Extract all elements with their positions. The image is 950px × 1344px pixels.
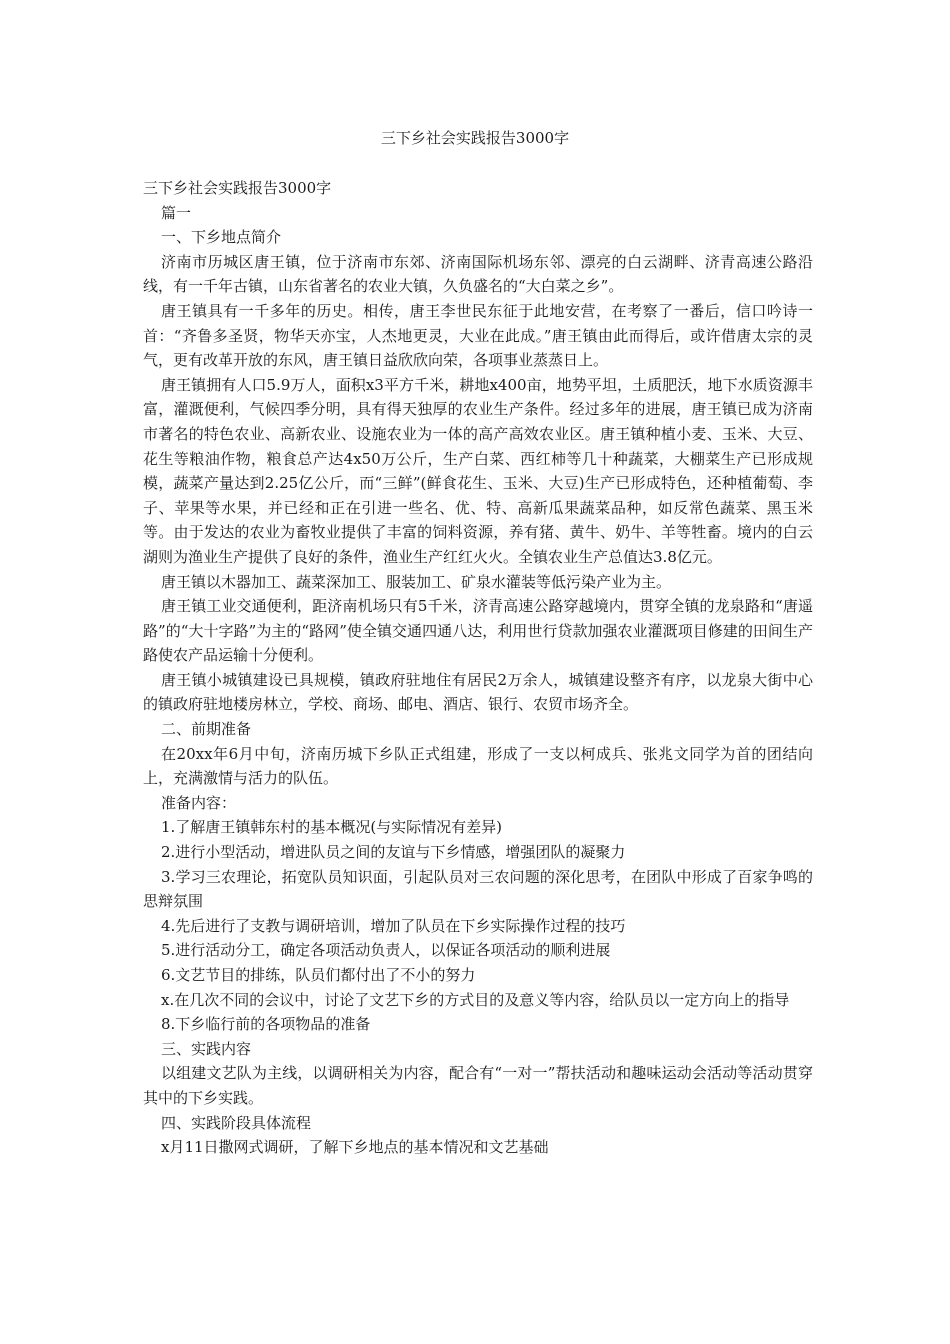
heading-practice-content: 三、实践内容 <box>161 1039 252 1058</box>
paragraph: 济南市历城区唐王镇，位于济南市东郊、济南国际机场东邻、漂亮的白云湖畔、济青高速公路沿线，有一千年古镇，山东省著名的农业大镇，久负盛名的“大白菜之乡”。 <box>143 252 813 296</box>
paragraph: 唐王镇拥有人口5.9万人，面积x3平方千米，耕地x400亩，地势平坦，土质肥沃，地下水质资源丰富，灌溉便利，气候四季分明，具有得天独厚的农业生产条件。经过多年的进展，唐王镇已成为济南市著名的特色农业、高新农业、设施农业为一体的高产高效农业区。唐王镇种植小麦、玉米、大豆、花生等粮油作物，粮食总产达4x50万公斤，生产白菜、西红柿等几十种蔬菜，大棚菜生产已形成规模，蔬菜产量达到2.25亿公斤，而“三鲜”(鲜食花生、玉米、大豆)生产已形成特色，还种植葡萄、李子、苹果等水果，并已经和正在引进一些名、优、特、高新瓜果蔬菜品种，如反常色蔬菜、黑玉米等。由于发达的农业为畜牧业提供了丰富的饲料资源，养有猪、黄牛、奶牛、羊等牲畜。境内的白云湖则为渔业生产提供了良好的条件，渔业生产红红火火。全镇农业生产总值达3.8亿元。 <box>143 375 813 566</box>
list-item: 5.进行活动分工，确定各项活动负责人，以保证各项活动的顺利进展 <box>161 941 611 960</box>
list-item: 4.先后进行了支教与调研培训，增加了队员在下乡实际操作过程的技巧 <box>161 916 626 935</box>
document-body <box>143 176 813 1160</box>
heading-location-intro: 一、下乡地点简介 <box>161 228 282 247</box>
paragraph: 唐王镇小城镇建设已具规模，镇政府驻地住有居民2万余人，城镇建设整齐有序，以龙泉大街中心的镇政府驻地楼房林立，学校、商场、邮电、酒店、银行、农贸市场齐全。 <box>143 670 813 714</box>
heading-practice-process: 四、实践阶段具体流程 <box>161 1113 312 1132</box>
list-item: 6.文艺节目的排练，队员们都付出了不小的努力 <box>161 966 476 984</box>
list-heading: 准备内容： <box>161 793 237 812</box>
section-label: 篇一 <box>161 203 192 222</box>
paragraph: 唐王镇具有一千多年的历史。相传，唐王李世民东征于此地安营，在考察了一番后，信口吟诗一首：“齐鲁多圣贤，物华天亦宝，人杰地更灵，大业在此成。”唐王镇由此而得后，或许借唐太宗的灵气，更有改革开放的东风，唐王镇日益欣欣向荣，各项事业蒸蒸日上。 <box>143 301 813 370</box>
paragraph: 唐王镇工业交通便利，距济南机场只有5千米，济青高速公路穿越境内，贯穿全镇的龙泉路和“唐遥路”的“大十字路”为主的“路网”使全镇交通四通八达，利用世行贷款加强农业灌溉项目修建的田间生产路使农产品运输十分便利。 <box>143 597 813 665</box>
list-item: 8.下乡临行前的各项物品的准备 <box>161 1015 371 1034</box>
page-title: 三下乡社会实践报告3000字 <box>380 129 570 147</box>
paragraph: 在20xx年6月中旬，济南历城下乡队正式组建，形成了一支以柯成兵、张兆文同学为首的团结向上，充满激情与活力的队伍。 <box>143 744 813 788</box>
list-item: 2.进行小型活动，增进队员之间的友谊与下乡情感，增强团队的凝聚力 <box>161 843 626 862</box>
list-item: x.在几次不同的会议中，讨论了文艺下乡的方式目的及意义等内容，给队员以一定方向上的指导 <box>161 990 790 1009</box>
paragraph: 唐王镇以木器加工、蔬菜深加工、服装加工、矿泉水灌装等低污染产业为主。 <box>161 572 672 591</box>
paragraph: 以组建文艺队为主线，以调研相关为内容，配合有“一对一”帮扶活动和趣味运动会活动等活动贯穿其中的下乡实践。 <box>143 1064 813 1107</box>
heading-preparation: 二、前期准备 <box>161 720 252 739</box>
doc-subtitle: 三下乡社会实践报告3000字 <box>143 179 332 197</box>
list-item: 1.了解唐王镇韩东村的基本概况(与实际情况有差异) <box>161 818 503 837</box>
list-item: 3.学习三农理论，拓宽队员知识面，引起队员对三农问题的深化思考，在团队中形成了百家争鸣的思辩氛围 <box>143 867 813 911</box>
paragraph: x月11日撒网式调研，了解下乡地点的基本情况和文艺基础 <box>161 1138 549 1157</box>
